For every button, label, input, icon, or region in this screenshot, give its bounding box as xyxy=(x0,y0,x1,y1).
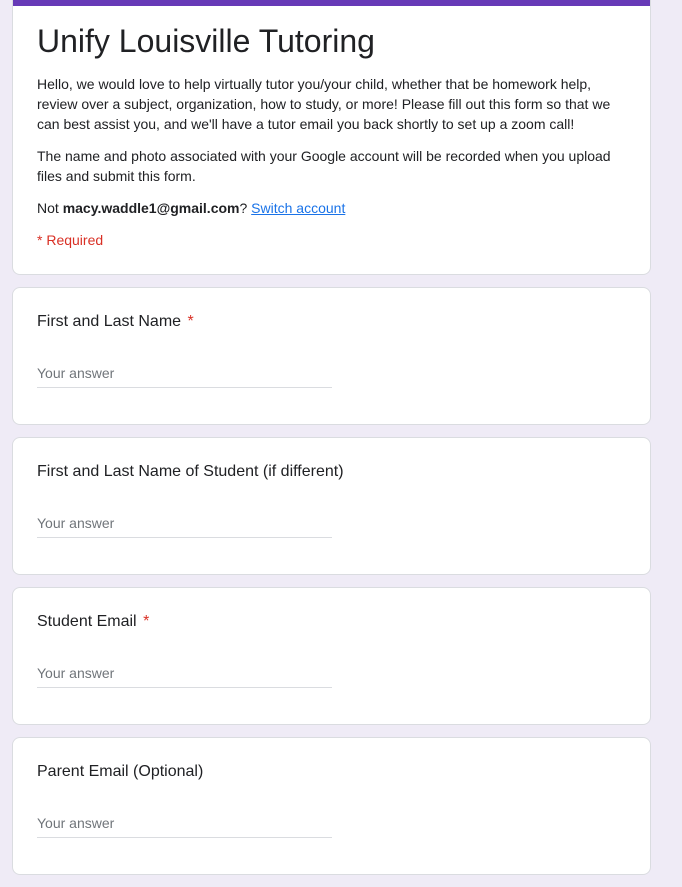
required-note: * Required xyxy=(37,232,104,248)
question-label: Parent Email (Optional) xyxy=(37,763,204,780)
question-card-student-name xyxy=(12,437,651,575)
question-title xyxy=(37,460,626,484)
question-label: First and Last Name of Student (if different) xyxy=(37,463,344,480)
switch-account-link[interactable]: Switch account xyxy=(251,200,346,216)
first-last-name-input[interactable] xyxy=(37,361,332,388)
account-line xyxy=(37,198,626,218)
student-email-input[interactable] xyxy=(37,661,332,688)
account-prefix: Not xyxy=(37,200,63,216)
account-notice: The name and photo associated with your Google account will be recorded when you upload files and submit this form. xyxy=(37,148,611,184)
form-description: Hello, we would love to help virtually tutor you/your child, whether that be homework help, review over a subject, organization, how to study, or more! Please fill out this form so that we can best assist you, and we'll have a tutor email you back shortly to set up a zoom call! xyxy=(37,76,611,132)
question-label: Student Email xyxy=(37,613,137,630)
question-card-name xyxy=(12,287,651,425)
student-name-input[interactable] xyxy=(37,511,332,538)
question-card-parent-email xyxy=(12,737,651,875)
theme-accent-bar xyxy=(13,0,650,6)
question-title xyxy=(37,310,626,334)
parent-email-input[interactable] xyxy=(37,811,332,838)
question-card-student-email xyxy=(12,587,651,725)
question-title xyxy=(37,760,626,784)
required-asterisk: * xyxy=(143,613,150,630)
form-title: Unify Louisville Tutoring xyxy=(37,23,375,59)
form-container xyxy=(12,0,651,887)
question-title xyxy=(37,610,626,634)
account-suffix: ? xyxy=(239,200,252,216)
account-email: macy.waddle1@gmail.com xyxy=(62,200,240,216)
question-label: First and Last Name xyxy=(37,313,182,330)
form-header-card xyxy=(12,0,651,275)
required-asterisk: * xyxy=(187,313,194,330)
